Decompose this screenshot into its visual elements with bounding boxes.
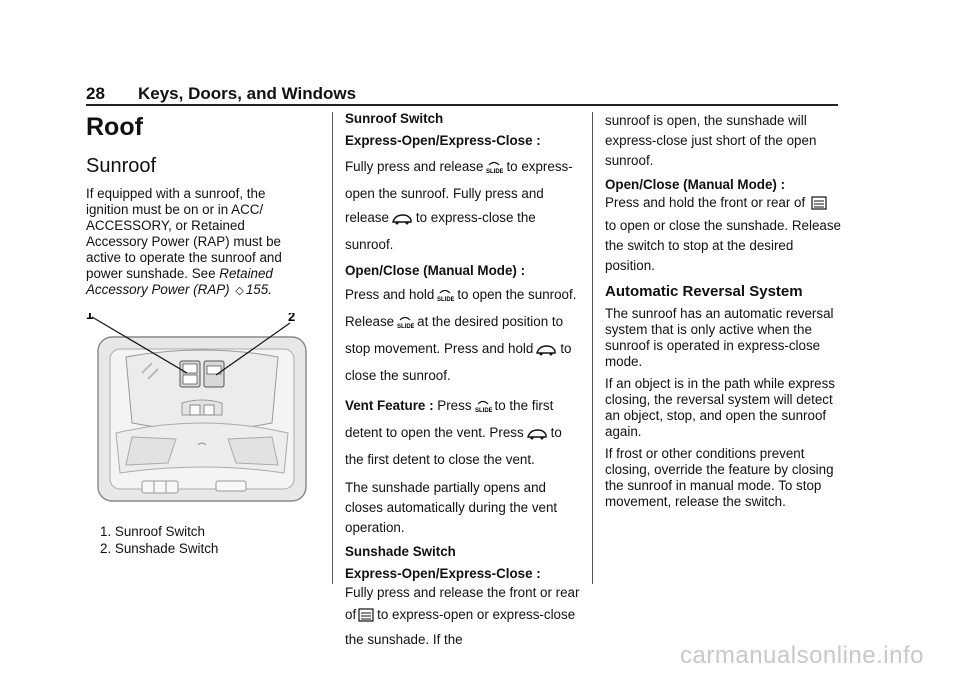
express-label: Express-Open/Express-Close :: [345, 133, 541, 148]
rap-link[interactable]: Retained Accessory Power (RAP): [86, 266, 273, 297]
vent-paragraph-2: The sunshade partially opens and closes automatically during the vent operation.: [345, 480, 558, 535]
sunroof-slide-icon: [485, 158, 503, 182]
svg-text:SLIDE: SLIDE: [474, 408, 492, 413]
page-header: [86, 84, 838, 104]
sunroof-close-icon: [391, 209, 413, 233]
caption-1: 1. Sunroof Switch: [100, 524, 205, 539]
callout-1: 1: [86, 313, 94, 322]
page-number: 28: [86, 84, 105, 103]
svg-text:SLIDE: SLIDE: [486, 169, 504, 174]
sunshade-express-label: Express-Open/Express-Close :: [345, 566, 541, 581]
sunroof-close-icon: [535, 340, 557, 364]
watermark: carmanualsonline.info: [680, 642, 924, 669]
reversal-paragraph-2: If an object is in the path while express closing, the reversal system will detect an object, stop, and open the sunroof again.: [605, 376, 836, 439]
header-rule: [86, 104, 838, 106]
express-paragraph: Fully press and release SLIDE to express-open the sunroof. Fully press and release to express-close the sunroof.: [345, 159, 573, 252]
column-1: [86, 112, 308, 557]
manual-paragraph: Press and hold SLIDE to open the sunroof. Release SLIDE at the desired position to stop movement. Press and hold to close the sunroof.: [345, 287, 577, 383]
sunshade-express-paragraph: Fully press and release the front or rear of to express-open or express-close the sunshade. If the: [345, 585, 580, 647]
overhead-console-figure: [86, 313, 308, 523]
sunshade-switch-heading: Sunshade Switch: [345, 544, 456, 559]
sunroof-switch-heading: Sunroof Switch: [345, 111, 444, 126]
heading-automatic-reversal: Automatic Reversal System: [605, 283, 803, 300]
column-divider-1: [332, 112, 333, 584]
rap-page[interactable]: 155.: [245, 282, 272, 297]
vent-paragraph: Vent Feature : Press SLIDE to the first detent to open the vent. Press to the first detent to close the vent.: [345, 398, 562, 467]
sunroof-slide-icon: [396, 313, 414, 337]
svg-text:SLIDE: SLIDE: [397, 324, 415, 329]
heading-roof: Roof: [86, 113, 143, 141]
figure-captions: [86, 523, 308, 557]
sunroof-slide-icon: [474, 397, 492, 421]
sunshade-icon: [811, 196, 827, 216]
callout-2: 2: [288, 313, 296, 324]
manual-label: Open/Close (Manual Mode) :: [345, 263, 526, 278]
column-3: [605, 111, 841, 516]
heading-sunroof: Sunroof: [86, 155, 157, 177]
sunshade-cont-paragraph: sunroof is open, the sunshade will express-close just short of the open sunroof.: [605, 113, 817, 168]
sunshade-manual-paragraph: Press and hold the front or rear of to open or close the sunshade. Release the switch to stop at the desired position.: [605, 195, 841, 273]
sunshade-manual-label: Open/Close (Manual Mode) :: [605, 177, 786, 192]
sunshade-icon: [358, 607, 374, 629]
sunroof-slide-icon: [436, 286, 454, 310]
reversal-paragraph-3: If frost or other conditions prevent closing, override the feature by closing the sunroof in manual mode. To stop movement, release the switch.: [605, 446, 834, 509]
page-reference-icon: ◇: [235, 285, 244, 297]
overhead-console-illustration: [86, 313, 308, 523]
reversal-paragraph-1: The sunroof has an automatic reversal system that is only active when the sunroof is operated in express-close mode.: [605, 306, 834, 369]
column-2: [345, 111, 581, 657]
chapter-title: Keys, Doors, and Windows: [138, 84, 357, 103]
column-divider-2: [592, 112, 593, 584]
caption-2: 2. Sunshade Switch: [100, 541, 219, 556]
intro-paragraph: If equipped with a sunroof, the ignition must be on or in ACC/ ACCESSORY, or Retained Accessory Power (RAP) must be active to operate the sunroof and power sunshade. See Retained Accessory Power (RAP) ◇ 155.: [86, 186, 282, 297]
vent-label: Vent Feature :: [345, 398, 434, 413]
sunroof-close-icon: [526, 424, 548, 448]
svg-text:SLIDE: SLIDE: [437, 297, 455, 302]
